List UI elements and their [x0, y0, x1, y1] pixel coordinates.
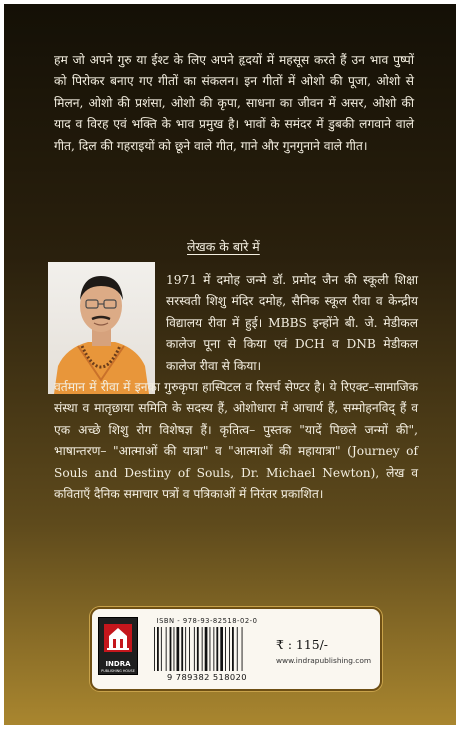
barcode-bar: [189, 627, 190, 671]
barcode-bar: [242, 627, 243, 671]
author-photo: [48, 262, 155, 394]
temple-icon: [99, 618, 137, 658]
publisher-tagline: PUBLISHING HOUSE: [101, 669, 135, 673]
barcode: [152, 627, 262, 671]
barcode-bar: [161, 627, 162, 671]
barcode-bar: [205, 627, 208, 671]
price: ₹ : 115/-: [276, 637, 328, 652]
barcode-bar: [225, 627, 226, 671]
book-blurb: हम जो अपने गुरु या ईश्ट के लिए अपने हृदयों में महसूस करते हैं उन भाव पुष्पों को पिरोकर बनाए गए गीतों का संकलन। इन गीतों में ओशो की पूजा, ओशो से मिलन, ओशो की प्रशंसा, ओशो की कृपा, साधना का जीवन में असर, ओशो की याद व विरह एवं भक्ति के भाव प्रमुख है। भावों के समंदर में डुबकी लगवाने वाले गीत, दिल की गहराइयों को छूने वाले गीत, गाने और गुनगुनाने वाले गीत।: [54, 53, 414, 153]
barcode-bar: [216, 627, 218, 671]
author-bio-intro: 1971 में दमोह जन्मे डॉ. प्रमोद जैन की स्कूली शिक्षा सरस्वती शिशु मंदिर दमोह, सैनिक स्कूल रीवा व केन्द्रीय विद्यालय रीवा में हुई। MBBS इन्होंने बी. जे. मेडीकल कालेज पूना से किया एवं DCH व DNB मेडीकल कालेज रीवा से किया।: [166, 273, 418, 373]
barcode-bar: [232, 627, 234, 671]
publisher-logo: [98, 617, 138, 675]
barcode-bar: [177, 627, 180, 671]
barcode-bar: [170, 627, 172, 671]
barcode-bar: [220, 627, 223, 671]
barcode-bar: [213, 627, 214, 671]
barcode-bar: [210, 627, 211, 671]
barcode-bar: [194, 627, 195, 671]
barcode-bar: [197, 627, 199, 671]
barcode-bar: [202, 627, 203, 671]
barcode-bar: [174, 627, 175, 671]
barcode-bar: [185, 627, 186, 671]
barcode-bar: [181, 627, 183, 671]
author-portrait-illustration: [48, 262, 155, 394]
publisher-website: www.indrapublishing.com: [276, 656, 372, 665]
barcode-bar: [157, 627, 159, 671]
about-author-heading: लेखक के बारे में: [187, 239, 260, 254]
barcode-digits: 9 789382 518020: [167, 672, 247, 682]
barcode-bar: [166, 627, 167, 671]
barcode-panel: [90, 607, 382, 691]
barcode-bar: [154, 627, 155, 671]
author-bio-details: वर्तमान में रीवा में इनका गुरुकृपा हास्पिटल व रिसर्च सेण्टर है। ये रिएक्ट–सामाजिक संस्था व मातृछाया समिति के सदस्य हैं, ओशोधारा में आचार्य हैं, सम्मोहनविद् हैं व एक अच्छे शिशु रोग विशेषज्ञ हैं। कृतित्व– पुस्तक "यादें पिछले जन्मों की", भाषान्तरण– "आत्माओं की यात्रा" व "आत्माओं की महायात्रा" (Journey of Souls and Destiny of Souls, Dr. Michael Newton), लेख व कविताएँ दैनिक समाचार पत्रों व पत्रिकाओं में निरंतर प्रकाशित।: [54, 380, 418, 502]
back-cover: [4, 4, 456, 725]
barcode-bar: [229, 627, 230, 671]
barcode-bar: [237, 627, 238, 671]
publisher-name: INDRA: [105, 660, 131, 668]
isbn-label: ISBN - 978-93-82518-02-0: [156, 617, 258, 625]
